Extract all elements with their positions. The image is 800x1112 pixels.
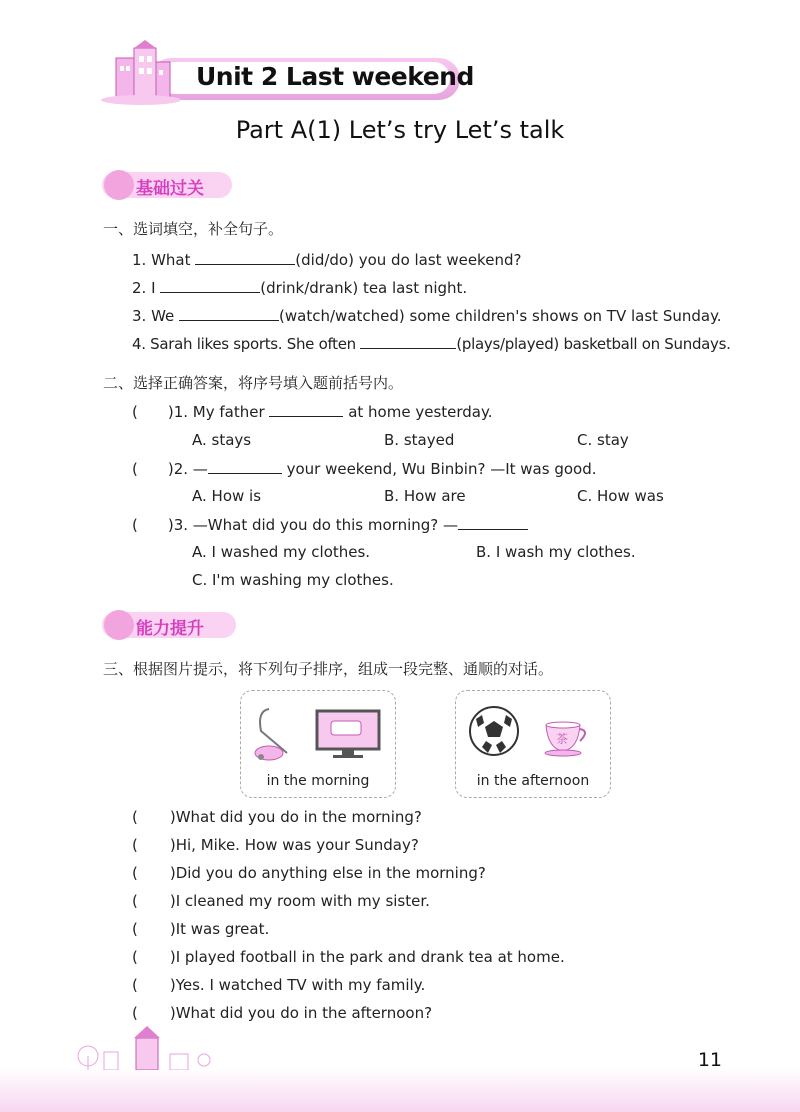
q3-heading: 三、根据图片提示，将下列句子排序，组成一段完整、通顺的对话。 xyxy=(103,660,554,678)
q2-item-1-option-a: A. stays xyxy=(192,431,252,449)
order-line-8: ( )What did you do in the afternoon? xyxy=(132,1004,433,1022)
order-line-4: ( )I cleaned my room with my sister. xyxy=(132,892,430,910)
section-badge-ability xyxy=(102,612,238,640)
q2-item-2-option-a: A. How is xyxy=(192,487,262,505)
q2-item-2-option-b: B. How are xyxy=(384,487,466,505)
answer-blank[interactable] xyxy=(208,459,282,474)
picture-caption: in the afternoon xyxy=(476,773,590,789)
section-label: 基础过关 xyxy=(136,179,204,199)
answer-paren[interactable]: ( xyxy=(132,516,138,534)
child-face-icon xyxy=(104,170,134,200)
part-title: Part A(1) Let’s try Let’s talk xyxy=(235,116,565,144)
q1-item-1: 1. What (did/do) you do last weekend? xyxy=(132,251,522,269)
order-line-7: ( )Yes. I watched TV with my family. xyxy=(132,976,426,994)
section-badge-basic xyxy=(102,172,234,200)
answer-paren[interactable]: ( xyxy=(132,976,138,994)
q2-item-2-stem: ( )2. — your weekend, Wu Binbin? —It was good. xyxy=(132,460,597,478)
answer-paren[interactable]: ( xyxy=(132,920,138,938)
answer-paren[interactable]: ( xyxy=(132,948,138,966)
castle-icon xyxy=(96,40,186,106)
q1-item-4: 4. Sarah likes sports. She often (plays/played) basketball on Sundays. xyxy=(132,335,731,353)
answer-blank[interactable] xyxy=(269,402,343,417)
answer-blank[interactable] xyxy=(360,334,456,349)
q1-item-3: 3. We (watch/watched) some children's shows on TV last Sunday. xyxy=(132,307,722,325)
q2-item-1-option-c: C. stay xyxy=(577,431,629,449)
unit-title: Unit 2 Last weekend xyxy=(196,62,474,91)
footer-decoration-icon xyxy=(70,1026,220,1070)
answer-paren[interactable]: ( xyxy=(132,892,138,910)
order-line-1: ( )What did you do in the morning? xyxy=(132,808,422,826)
answer-blank[interactable] xyxy=(195,250,295,265)
answer-paren[interactable]: ( xyxy=(132,460,138,478)
q2-heading: 二、选择正确答案，将序号填入题前括号内。 xyxy=(103,374,404,392)
answer-paren[interactable]: ( xyxy=(132,836,138,854)
answer-blank[interactable] xyxy=(458,515,528,530)
answer-paren[interactable]: ( xyxy=(132,1004,138,1022)
footer-band xyxy=(0,1068,800,1112)
football-and-tea-icon xyxy=(468,705,598,761)
q1-item-2: 2. I (drink/drank) tea last night. xyxy=(132,279,468,297)
answer-blank[interactable] xyxy=(179,306,279,321)
section-label: 能力提升 xyxy=(136,619,204,639)
order-line-3: ( )Did you do anything else in the morning? xyxy=(132,864,486,882)
order-line-5: ( )It was great. xyxy=(132,920,270,938)
q1-heading: 一、选词填空，补全句子。 xyxy=(103,220,284,238)
q2-item-1-stem: ( )1. My father at home yesterday. xyxy=(132,403,493,421)
q2-item-3-option-b: B. I wash my clothes. xyxy=(476,543,636,561)
q2-item-3-option-a: A. I washed my clothes. xyxy=(192,543,371,561)
q2-item-3-option-c: C. I'm washing my clothes. xyxy=(192,571,394,589)
answer-paren[interactable]: ( xyxy=(132,864,138,882)
q2-item-3-stem: ( )3. —What did you do this morning? — xyxy=(132,515,528,534)
q2-item-1-option-b: B. stayed xyxy=(384,431,455,449)
answer-paren[interactable]: ( xyxy=(132,808,138,826)
child-face-icon xyxy=(104,610,134,640)
vacuum-and-tv-icon xyxy=(247,701,387,763)
page-number: 11 xyxy=(697,1049,722,1071)
picture-afternoon xyxy=(455,690,611,798)
q2-item-2-option-c: C. How was xyxy=(577,487,664,505)
answer-blank[interactable] xyxy=(160,278,260,293)
picture-morning xyxy=(240,690,396,798)
answer-paren[interactable]: ( xyxy=(132,403,138,421)
picture-caption: in the morning xyxy=(266,773,370,789)
cup-label: 茶 xyxy=(556,732,569,746)
order-line-2: ( )Hi, Mike. How was your Sunday? xyxy=(132,836,419,854)
order-line-6: ( )I played football in the park and drank tea at home. xyxy=(132,948,565,966)
